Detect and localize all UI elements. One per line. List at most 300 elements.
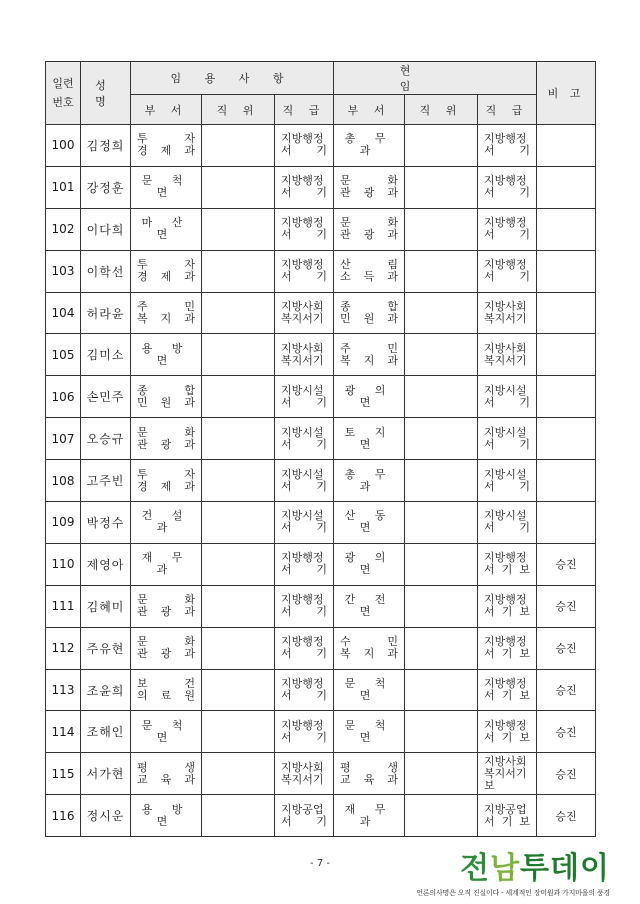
a_dept-line: 종 합 xyxy=(137,383,195,397)
appoint-dept-cell xyxy=(131,418,202,460)
row-number: 109 xyxy=(46,502,81,544)
appoint-rank-cell xyxy=(275,418,334,460)
a_rank-line: 서 기 xyxy=(281,479,328,493)
c_rank-line: 서 기 xyxy=(484,479,531,493)
appoint-rank-cell xyxy=(275,711,334,753)
a_dept-line: 용 방 면 xyxy=(141,341,191,367)
a_rank-line: 서 기 xyxy=(281,689,328,703)
current-position-cell xyxy=(405,208,478,250)
row-note: 승진 xyxy=(537,543,596,585)
row-number: 112 xyxy=(46,627,81,669)
a_rank-line: 지방행정 xyxy=(281,593,324,607)
row-name: 손민주 xyxy=(81,376,131,418)
a_rank-line: 서 기 xyxy=(281,395,328,409)
current-dept-cell xyxy=(334,418,405,460)
current-position-cell xyxy=(405,376,478,418)
header-appointment: 임 용 사 항 xyxy=(131,62,334,95)
logo-part-2: 남 xyxy=(490,851,521,886)
current-position-cell xyxy=(405,250,478,292)
appoint-dept-cell xyxy=(131,627,202,669)
c_rank-line: 서 기 보 xyxy=(484,814,531,828)
a_dept-line: 용 방 면 xyxy=(141,802,191,828)
a_rank-line: 지방사회 xyxy=(281,341,324,355)
c_dept-line: 교 육 과 xyxy=(340,772,399,786)
a_rank-line: 서 기 xyxy=(281,186,328,200)
c_dept-line: 광 의 면 xyxy=(344,551,394,577)
current-rank-cell xyxy=(478,543,537,585)
header-name: 성 명 xyxy=(81,62,131,125)
row-note xyxy=(537,166,596,208)
appoint-rank-cell xyxy=(275,627,334,669)
current-rank-cell xyxy=(478,208,537,250)
row-note: 승진 xyxy=(537,795,596,837)
current-position-cell xyxy=(405,669,478,711)
c_rank-line: 지방시설 xyxy=(484,383,527,397)
a_dept-line: 투 자 xyxy=(137,258,195,272)
current-position-cell xyxy=(405,418,478,460)
appoint-dept-cell xyxy=(131,502,202,544)
current-position-cell xyxy=(405,460,478,502)
a_dept-line: 문 척 면 xyxy=(141,174,191,200)
a_rank-line: 서 기 xyxy=(281,437,328,451)
a_rank-line: 지방행정 xyxy=(281,551,324,565)
c_rank-line: 지방행정 xyxy=(484,677,527,691)
table-row xyxy=(46,376,596,418)
row-note: 승진 xyxy=(537,711,596,753)
current-dept-cell xyxy=(334,292,405,334)
row-number: 108 xyxy=(46,460,81,502)
a_dept-line: 민 원 과 xyxy=(137,395,195,409)
a_rank-line: 지방공업 xyxy=(281,802,324,816)
logo-wordmark xyxy=(416,852,610,886)
c_dept-line: 복 지 과 xyxy=(340,353,399,367)
table-row xyxy=(46,208,596,250)
row-number: 104 xyxy=(46,292,81,334)
header-current: 현 임 xyxy=(334,62,537,95)
c_dept-line: 총 무 과 xyxy=(344,132,394,158)
table-row xyxy=(46,166,596,208)
a_rank-line: 지방시설 xyxy=(281,425,324,439)
appoint-dept-cell xyxy=(131,166,202,208)
appoint-position-cell xyxy=(202,795,275,837)
logo-part-3: 투데이 xyxy=(520,851,610,886)
current-dept-cell xyxy=(334,627,405,669)
current-dept-cell xyxy=(334,125,405,167)
c_rank-line: 지방시설 xyxy=(484,425,527,439)
appoint-dept-cell xyxy=(131,208,202,250)
a_dept-line: 투 자 xyxy=(137,132,195,146)
c_dept-line: 토 지 면 xyxy=(344,425,394,451)
current-position-cell xyxy=(405,292,478,334)
table-row xyxy=(46,795,596,837)
c_rank-line: 서 기 보 xyxy=(484,605,531,619)
current-dept-cell xyxy=(334,711,405,753)
current-dept-cell xyxy=(334,334,405,376)
c_rank-line: 복지서기 xyxy=(484,312,527,325)
row-name: 김혜미 xyxy=(81,585,131,627)
current-position-cell xyxy=(405,627,478,669)
current-rank-cell xyxy=(478,669,537,711)
row-note: 승진 xyxy=(537,669,596,711)
c_rank-line: 지방사회 xyxy=(484,300,527,313)
current-position-cell xyxy=(405,711,478,753)
appoint-position-cell xyxy=(202,166,275,208)
table-row xyxy=(46,460,596,502)
a_dept-line: 주 민 xyxy=(137,300,195,313)
a_rank-line: 지방행정 xyxy=(281,677,324,691)
c_rank-line: 지방행정 xyxy=(484,216,527,230)
c_rank-line: 지방행정 xyxy=(484,132,527,146)
current-rank-cell xyxy=(478,502,537,544)
c_rank-line: 복지서기보 xyxy=(484,766,527,792)
c_rank-line: 지방행정 xyxy=(484,635,527,649)
row-note: 승진 xyxy=(537,585,596,627)
a_dept-line: 재 무 과 xyxy=(141,551,191,577)
c_dept-line: 평 생 xyxy=(340,760,399,774)
appoint-dept-cell xyxy=(131,795,202,837)
table-row xyxy=(46,753,596,795)
a_dept-line: 문 화 xyxy=(137,425,195,439)
row-number: 103 xyxy=(46,250,81,292)
appoint-dept-cell xyxy=(131,460,202,502)
c_rank-line: 서 기 xyxy=(484,521,531,535)
table-row xyxy=(46,250,596,292)
row-number: 106 xyxy=(46,376,81,418)
c_rank-line: 지방시설 xyxy=(484,509,527,523)
current-rank-cell xyxy=(478,418,537,460)
row-number: 100 xyxy=(46,125,81,167)
c_rank-line: 서 기 보 xyxy=(484,689,531,703)
current-dept-cell xyxy=(334,376,405,418)
c_dept-line: 산 동 면 xyxy=(344,509,394,535)
row-number: 115 xyxy=(46,753,81,795)
a_dept-line: 건 설 과 xyxy=(141,509,191,535)
a_dept-line: 경 제 과 xyxy=(137,144,195,158)
row-name: 조윤희 xyxy=(81,669,131,711)
c_rank-line: 지방사회 xyxy=(484,341,527,355)
a_rank-line: 지방시설 xyxy=(281,467,324,481)
header-serial-no: 일련번호 xyxy=(46,62,81,125)
appoint-position-cell xyxy=(202,292,275,334)
current-position-cell xyxy=(405,795,478,837)
appoint-position-cell xyxy=(202,208,275,250)
appoint-rank-cell xyxy=(275,669,334,711)
a_dept-line: 문 화 xyxy=(137,593,195,607)
c_rank-line: 지방사회 xyxy=(484,754,527,768)
table-row xyxy=(46,669,596,711)
appoint-rank-cell xyxy=(275,376,334,418)
c_dept-line: 민 원 과 xyxy=(340,312,399,325)
appointment-table xyxy=(45,61,596,837)
a_rank-line: 지방행정 xyxy=(281,718,324,732)
appoint-rank-cell xyxy=(275,502,334,544)
c_rank-line: 지방시설 xyxy=(484,467,527,481)
appoint-rank-cell xyxy=(275,334,334,376)
row-name: 고주빈 xyxy=(81,460,131,502)
c_rank-line: 지방행정 xyxy=(484,174,527,188)
row-name: 김정희 xyxy=(81,125,131,167)
a_dept-line: 복 지 과 xyxy=(137,312,195,325)
a_dept-line: 관 광 과 xyxy=(137,605,195,619)
a_rank-line: 지방사회 xyxy=(281,300,324,313)
current-rank-cell xyxy=(478,376,537,418)
header-current-rank: 직 급 xyxy=(478,95,537,125)
row-number: 102 xyxy=(46,208,81,250)
row-number: 114 xyxy=(46,711,81,753)
table-row xyxy=(46,418,596,460)
current-position-cell xyxy=(405,502,478,544)
current-dept-cell xyxy=(334,166,405,208)
appoint-dept-cell xyxy=(131,250,202,292)
a_dept-line: 의 료 원 xyxy=(137,689,195,703)
a_rank-line: 서 기 xyxy=(281,647,328,661)
appoint-dept-cell xyxy=(131,543,202,585)
current-position-cell xyxy=(405,166,478,208)
a_rank-line: 서 기 xyxy=(281,814,328,828)
table-row xyxy=(46,585,596,627)
appoint-position-cell xyxy=(202,711,275,753)
a_rank-line: 지방행정 xyxy=(281,174,324,188)
appoint-dept-cell xyxy=(131,376,202,418)
current-dept-cell xyxy=(334,543,405,585)
row-note xyxy=(537,250,596,292)
a_rank-line: 지방시설 xyxy=(281,383,324,397)
current-dept-cell xyxy=(334,753,405,795)
logo-tagline: 언론의사명은 오직 진실이다 - 세계적인 장미원과 가지마을의 풍경 xyxy=(416,889,610,897)
appoint-rank-cell xyxy=(275,585,334,627)
row-number: 113 xyxy=(46,669,81,711)
a_dept-line: 관 광 과 xyxy=(137,647,195,661)
row-note xyxy=(537,125,596,167)
appoint-rank-cell xyxy=(275,460,334,502)
page-number: - 7 - xyxy=(310,858,330,869)
current-rank-cell xyxy=(478,292,537,334)
header-appoint-rank: 직 급 xyxy=(275,95,334,125)
a_rank-line: 지방행정 xyxy=(281,635,324,649)
current-rank-cell xyxy=(478,250,537,292)
row-number: 110 xyxy=(46,543,81,585)
a_rank-line: 서 기 xyxy=(281,730,328,744)
current-rank-cell xyxy=(478,753,537,795)
a_rank-line: 복지서기 xyxy=(281,312,324,325)
current-dept-cell xyxy=(334,795,405,837)
a_dept-line: 교 육 과 xyxy=(137,772,195,786)
row-number: 107 xyxy=(46,418,81,460)
current-position-cell xyxy=(405,334,478,376)
a_dept-line: 경 제 과 xyxy=(137,270,195,284)
row-note: 승진 xyxy=(537,753,596,795)
c_rank-line: 지방행정 xyxy=(484,718,527,732)
appoint-dept-cell xyxy=(131,334,202,376)
appoint-position-cell xyxy=(202,376,275,418)
row-name: 정시운 xyxy=(81,795,131,837)
appoint-rank-cell xyxy=(275,292,334,334)
row-name: 허라윤 xyxy=(81,292,131,334)
row-note xyxy=(537,376,596,418)
a_dept-line: 평 생 xyxy=(137,760,195,774)
c_rank-line: 복지서기 xyxy=(484,353,527,367)
current-position-cell xyxy=(405,585,478,627)
c_dept-line: 문 척 면 xyxy=(344,677,394,703)
appoint-position-cell xyxy=(202,543,275,585)
current-rank-cell xyxy=(478,125,537,167)
a_dept-line: 보 건 xyxy=(137,677,195,691)
appoint-dept-cell xyxy=(131,711,202,753)
c_rank-line: 지방행정 xyxy=(484,258,527,272)
appoint-rank-cell xyxy=(275,250,334,292)
appoint-dept-cell xyxy=(131,585,202,627)
row-note xyxy=(537,208,596,250)
c_rank-line: 지방행정 xyxy=(484,551,527,565)
header-current-position: 직 위 xyxy=(405,95,478,125)
a_dept-line: 투 자 xyxy=(137,467,195,481)
appoint-position-cell xyxy=(202,418,275,460)
row-number: 101 xyxy=(46,166,81,208)
row-number: 116 xyxy=(46,795,81,837)
c_rank-line: 서 기 xyxy=(484,270,531,284)
header-appoint-position: 직 위 xyxy=(202,95,275,125)
appoint-rank-cell xyxy=(275,753,334,795)
table-row xyxy=(46,627,596,669)
current-rank-cell xyxy=(478,711,537,753)
c_dept-line: 수 민 xyxy=(340,635,399,649)
table-row xyxy=(46,711,596,753)
appoint-position-cell xyxy=(202,334,275,376)
logo-part-1: 전 xyxy=(460,851,491,886)
a_rank-line: 지방행정 xyxy=(281,258,324,272)
appoint-position-cell xyxy=(202,627,275,669)
row-name: 제영아 xyxy=(81,543,131,585)
c_dept-line: 산 림 xyxy=(340,258,399,272)
row-name: 이학선 xyxy=(81,250,131,292)
a_dept-line: 관 광 과 xyxy=(137,437,195,451)
c_dept-line: 문 화 xyxy=(340,174,399,188)
a_rank-line: 지방행정 xyxy=(281,216,324,230)
a_rank-line: 서 기 xyxy=(281,605,328,619)
a_rank-line: 지방사회 xyxy=(281,760,324,774)
a_rank-line: 서 기 xyxy=(281,521,328,535)
a_rank-line: 서 기 xyxy=(281,563,328,577)
current-dept-cell xyxy=(334,669,405,711)
appoint-rank-cell xyxy=(275,208,334,250)
row-name: 박정수 xyxy=(81,502,131,544)
current-dept-cell xyxy=(334,208,405,250)
current-rank-cell xyxy=(478,460,537,502)
c_rank-line: 지방공업 xyxy=(484,802,527,816)
current-dept-cell xyxy=(334,460,405,502)
row-number: 111 xyxy=(46,585,81,627)
row-name: 김미소 xyxy=(81,334,131,376)
row-note xyxy=(537,460,596,502)
appoint-rank-cell xyxy=(275,543,334,585)
c_dept-line: 주 민 xyxy=(340,341,399,355)
a_dept-line: 문 척 면 xyxy=(141,718,191,744)
appoint-position-cell xyxy=(202,460,275,502)
c_rank-line: 서 기 xyxy=(484,395,531,409)
a_dept-line: 경 제 과 xyxy=(137,479,195,493)
c_dept-line: 광 의 면 xyxy=(344,383,394,409)
row-name: 강정훈 xyxy=(81,166,131,208)
c_dept-line: 문 화 xyxy=(340,216,399,230)
row-note xyxy=(537,334,596,376)
a_rank-line: 서 기 xyxy=(281,270,328,284)
row-name: 서가현 xyxy=(81,753,131,795)
appoint-position-cell xyxy=(202,250,275,292)
c_dept-line: 관 광 과 xyxy=(340,228,399,242)
c_rank-line: 서 기 보 xyxy=(484,730,531,744)
appoint-position-cell xyxy=(202,585,275,627)
current-dept-cell xyxy=(334,250,405,292)
appoint-dept-cell xyxy=(131,753,202,795)
publisher-logo xyxy=(416,852,610,898)
c_dept-line: 관 광 과 xyxy=(340,186,399,200)
a_dept-line: 문 화 xyxy=(137,635,195,649)
a_rank-line: 서 기 xyxy=(281,144,328,158)
c_rank-line: 서 기 xyxy=(484,186,531,200)
c_dept-line: 종 합 xyxy=(340,300,399,313)
appoint-dept-cell xyxy=(131,292,202,334)
row-note: 승진 xyxy=(537,627,596,669)
table-row xyxy=(46,502,596,544)
appoint-rank-cell xyxy=(275,125,334,167)
header-appoint-dept: 부 서 xyxy=(131,95,202,125)
row-note xyxy=(537,418,596,460)
row-note xyxy=(537,292,596,334)
current-position-cell xyxy=(405,125,478,167)
current-rank-cell xyxy=(478,627,537,669)
current-dept-cell xyxy=(334,585,405,627)
a_dept-line: 마 산 면 xyxy=(141,216,191,242)
current-rank-cell xyxy=(478,585,537,627)
c_rank-line: 서 기 xyxy=(484,437,531,451)
current-rank-cell xyxy=(478,166,537,208)
current-rank-cell xyxy=(478,334,537,376)
appoint-dept-cell xyxy=(131,125,202,167)
table-row xyxy=(46,334,596,376)
table-row xyxy=(46,543,596,585)
appoint-rank-cell xyxy=(275,795,334,837)
row-name: 조해인 xyxy=(81,711,131,753)
c_dept-line: 소 득 과 xyxy=(340,270,399,284)
c_dept-line: 총 무 과 xyxy=(344,467,394,493)
header-current-dept: 부 서 xyxy=(334,95,405,125)
row-name: 주유현 xyxy=(81,627,131,669)
table-row xyxy=(46,292,596,334)
header-note: 비 고 xyxy=(537,62,596,125)
appoint-rank-cell xyxy=(275,166,334,208)
row-note xyxy=(537,502,596,544)
c_dept-line: 간 전 면 xyxy=(344,593,394,619)
c_rank-line: 서 기 xyxy=(484,228,531,242)
c_rank-line: 서 기 xyxy=(484,144,531,158)
row-name: 이다희 xyxy=(81,208,131,250)
appoint-position-cell xyxy=(202,125,275,167)
c_dept-line: 재 무 과 xyxy=(344,802,394,828)
c_rank-line: 지방행정 xyxy=(484,593,527,607)
current-position-cell xyxy=(405,543,478,585)
a_rank-line: 복지서기 xyxy=(281,353,324,367)
row-name: 오승규 xyxy=(81,418,131,460)
appoint-dept-cell xyxy=(131,669,202,711)
c_dept-line: 문 척 면 xyxy=(344,718,394,744)
current-dept-cell xyxy=(334,502,405,544)
c_rank-line: 서 기 보 xyxy=(484,563,531,577)
appoint-position-cell xyxy=(202,502,275,544)
appoint-position-cell xyxy=(202,669,275,711)
a_rank-line: 서 기 xyxy=(281,228,328,242)
current-position-cell xyxy=(405,753,478,795)
a_rank-line: 복지서기 xyxy=(281,772,324,786)
